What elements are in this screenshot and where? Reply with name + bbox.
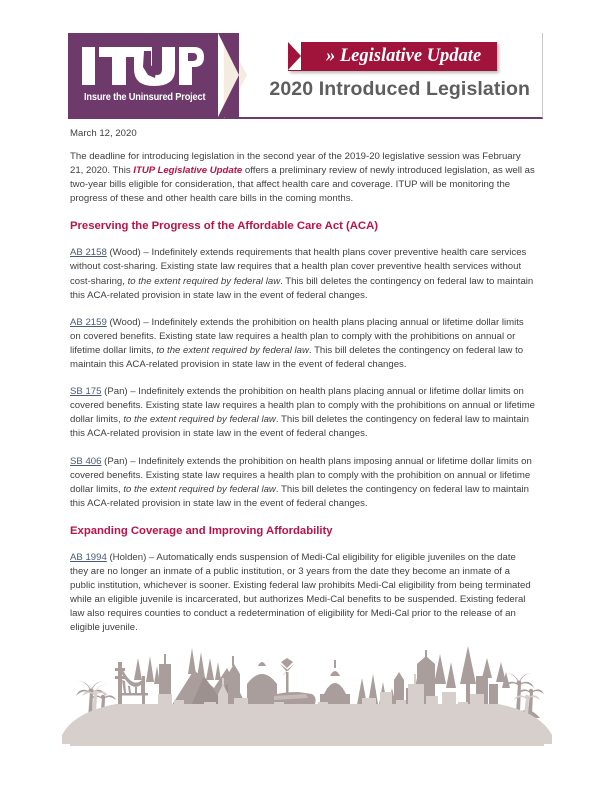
logo-chevron-icon bbox=[218, 33, 239, 117]
bill-body-part2: . This bill deletes the contingency on federal law to maintain this ACA-related provision in state law in the event of federal changes. bbox=[70, 483, 529, 509]
section-heading: Expanding Coverage and Improving Affordability bbox=[70, 524, 333, 537]
bill-link-sb-406[interactable]: SB 406 bbox=[70, 455, 102, 467]
bill-italic-clause: to the extent required by federal law bbox=[123, 483, 276, 495]
itup-logo-block bbox=[68, 33, 218, 117]
bill-paragraph bbox=[70, 551, 536, 636]
document-body bbox=[70, 150, 536, 648]
bill-link-sb-175[interactable]: SB 175 bbox=[70, 386, 102, 398]
bill-body-part1: Indefinitely extends requirements that health plans cover preventive health care services without cost-sharing. Existing state law requires that a health plan cover preventive health services without cost-sharing, bbox=[70, 247, 527, 287]
bill-italic-clause: to the extent required by federal law bbox=[156, 344, 309, 356]
bill-italic-clause: to the extent required by federal law bbox=[127, 275, 281, 287]
intro-text-part1: The deadline for introducing legislation in the second year of the 2019-20 legislative session was February 21, 2020. This bbox=[70, 151, 521, 177]
ribbon-body bbox=[288, 42, 497, 71]
document-header bbox=[68, 33, 543, 119]
bill-author: (Pan) – bbox=[101, 455, 139, 467]
bill-paragraph bbox=[70, 246, 536, 302]
bill-paragraph bbox=[70, 316, 536, 372]
bill-link-ab-1994[interactable]: AB 1994 bbox=[70, 551, 107, 563]
itup-wordmark-icon bbox=[82, 45, 204, 87]
bill-author: (Pan) – bbox=[101, 386, 139, 398]
bill-paragraph bbox=[70, 455, 536, 511]
california-skyline-silhouette-icon bbox=[62, 636, 552, 751]
intro-text-part2: offers a preliminary review of newly introduced legislation, as well as two-year bills eligible for consideration, that affect health care and coverage. ITUP will be monitoring the progress of these and other health care bills in the coming months. bbox=[70, 165, 535, 205]
bill-body-part2: . This bill deletes the contingency on federal law to maintain this ACA-related provision in state law in the event of federal changes. bbox=[70, 344, 524, 371]
bill-author: (Wood) – bbox=[106, 247, 152, 259]
legislative-update-ribbon bbox=[288, 42, 497, 71]
ribbon-chevron-icon: » bbox=[326, 46, 336, 66]
document-date: March 12, 2020 bbox=[70, 128, 137, 139]
intro-paragraph bbox=[70, 150, 536, 206]
bill-body-part1: Indefinitely extends the prohibition on health plans placing annual or lifetime dollar limits on covered benefits. Existing state law requires a health plan to comply with the prohibitions on annual or lifetime dollar limits, bbox=[70, 386, 536, 426]
bill-body-part2: . This bill deletes the contingency on federal law to maintain this ACA-related provision in state law in the event of federal changes. bbox=[70, 414, 529, 440]
bill-body-part2: . This bill deletes the contingency on federal law to maintain this ACA-related provision in state law in the event of federal changes. bbox=[70, 275, 534, 301]
section-heading: Preserving the Progress of the Affordable Care Act (ACA) bbox=[70, 220, 379, 233]
bill-body-part1: Automatically ends suspension of Medi-Cal eligibility for eligible juveniles on the date they are no longer an inmate of a public institution, or 3 years from the date they become an inmate of a public institution, whichever is sooner. Existing federal law prohibits Medi-Cal eligibility from being terminated while an eligible juvenile is incarcerated, but authorizes Medi-Cal benefits to be suspended. Existing federal law also requires counties to conduct a redetermination of eligibility for Medi-Cal prior to the release of an eligible juvenile. bbox=[70, 551, 531, 634]
bill-body-part1: Indefinitely extends the prohibition on health plans imposing annual or lifetime dollar limits on covered benefits. Existing state law requires a health plan to comply with the prohibition on annual or lifetime dollar limits, bbox=[70, 455, 532, 495]
itup-tagline: Insure the Uninsured Project bbox=[84, 91, 206, 103]
header-subtitle: 2020 Introduced Legislation bbox=[269, 78, 530, 100]
intro-emphasis: ITUP Legislative Update bbox=[133, 165, 243, 177]
bill-author: (Wood) – bbox=[106, 316, 152, 328]
bill-author: (Holden) – bbox=[106, 551, 157, 563]
bill-body-part1: Indefinitely extends the prohibition on health plans placing annual or lifetime dollar limits on covered benefits. Existing state law requires a health plan to comply with the prohibitions on annual or lifetime dollar limits, bbox=[70, 316, 524, 356]
bill-link-ab-2158[interactable]: AB 2158 bbox=[70, 247, 107, 259]
bill-italic-clause: to the extent required by federal law bbox=[123, 414, 276, 426]
ribbon-label: Legislative Update bbox=[339, 46, 482, 66]
bill-link-ab-2159[interactable]: AB 2159 bbox=[70, 316, 107, 328]
bill-paragraph bbox=[70, 385, 536, 441]
